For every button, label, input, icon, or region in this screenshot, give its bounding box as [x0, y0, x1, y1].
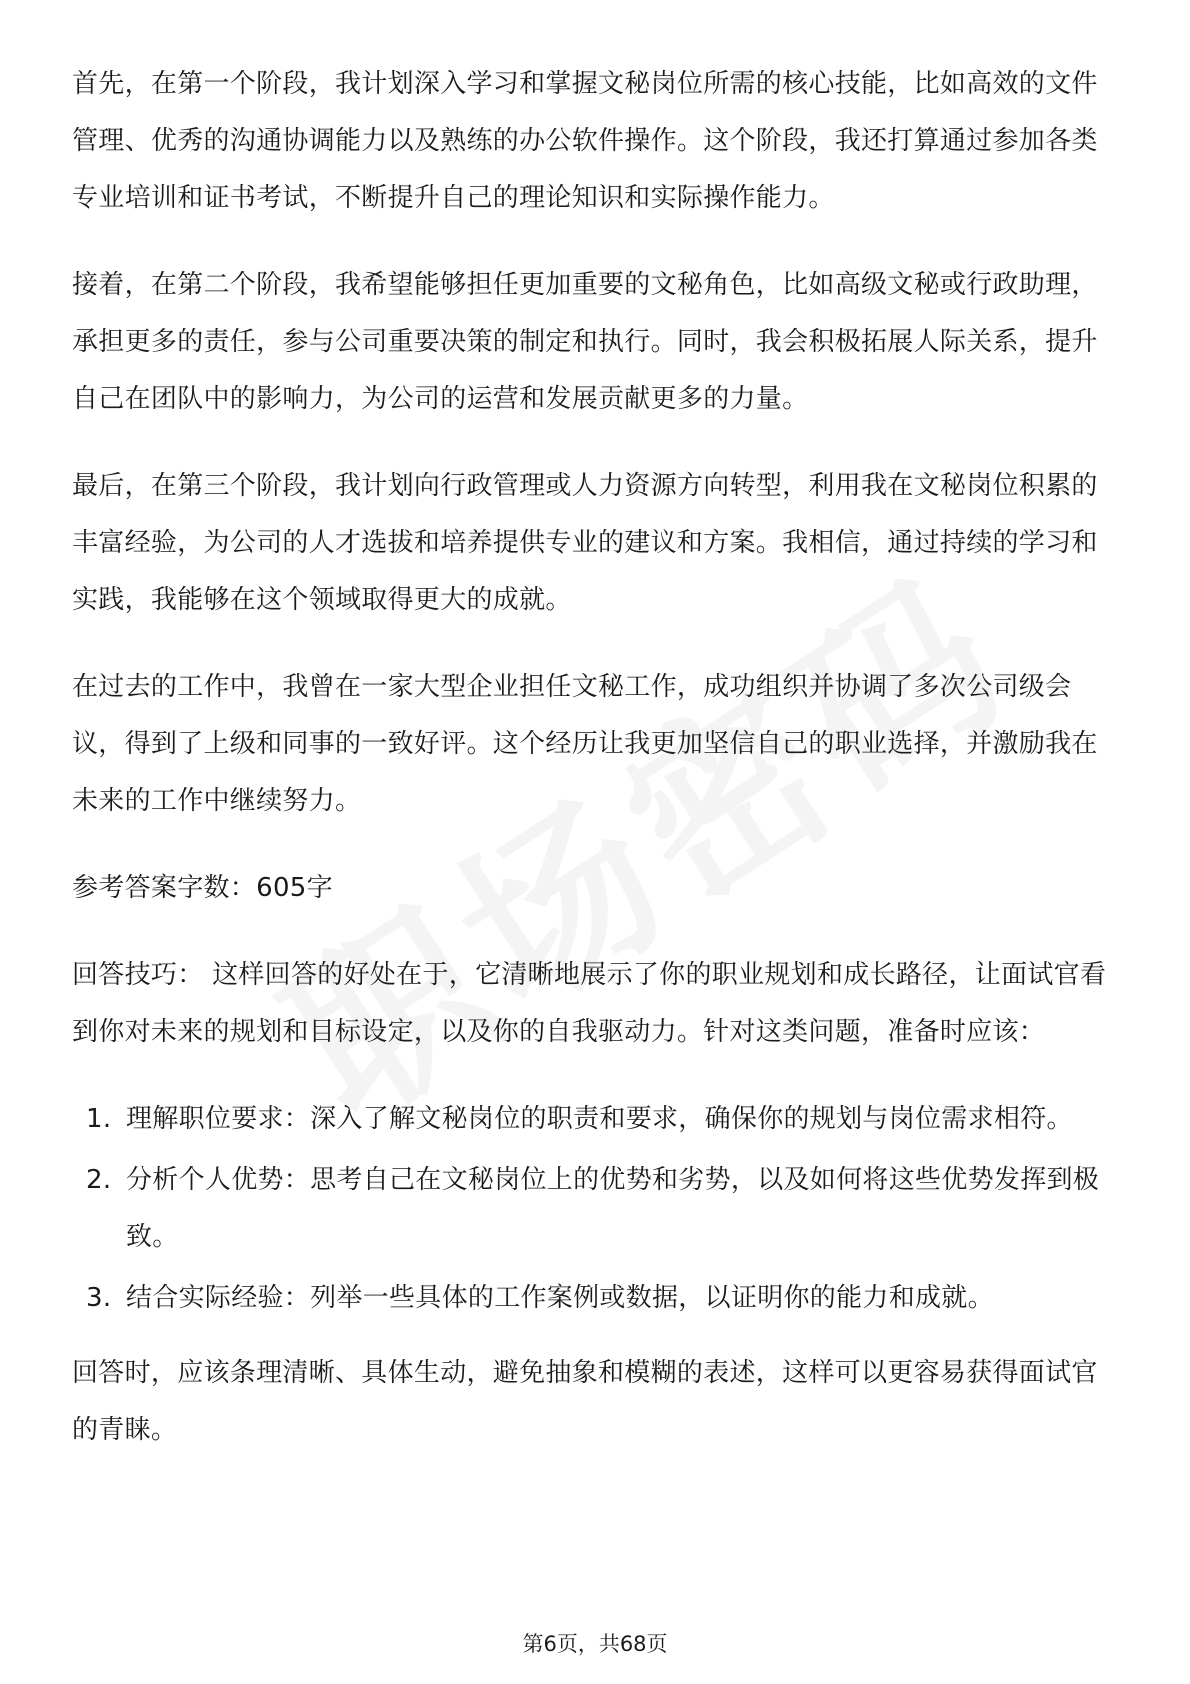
- paragraph-stage-one: 首先，在第一个阶段，我计划深入学习和掌握文秘岗位所需的核心技能，比如高效的文件管理、优秀的沟通协调能力以及熟练的办公软件操作。这个阶段，我还打算通过参加各类专业培训和证书考试，不断提升自己的理论知识和实际操作能力。: [72, 69, 1098, 213]
- paragraph-stage-two: 接着，在第二个阶段，我希望能够担任更加重要的文秘角色，比如高级文秘或行政助理，承担更多的责任，参与公司重要决策的制定和执行。同时，我会积极拓展人际关系，提升自己在团队中的影响力，为公司的运营和发展贡献更多的力量。: [72, 270, 1098, 414]
- closing-paragraph: 回答时，应该条理清晰、具体生动，避免抽象和模糊的表述，这样可以更容易获得面试官的青睐。: [72, 1358, 1098, 1445]
- list-item: [72, 1152, 1122, 1266]
- list-item: [72, 1270, 1122, 1327]
- paragraph-stage-three: 最后，在第三个阶段，我计划向行政管理或人力资源方向转型，利用我在文秘岗位积累的丰富经验，为公司的人才选拔和培养提供专业的建议和方案。我相信，通过持续的学习和实践，我能够在这个领域取得更大的成就。: [72, 471, 1098, 615]
- list-item-number: 2.: [86, 1165, 112, 1195]
- answer-word-count: 参考答案字数：605字: [72, 873, 333, 903]
- page-number-footer: 第6页，共68页: [522, 1632, 668, 1656]
- list-item-number: 3.: [86, 1283, 112, 1313]
- document-body: [72, 56, 1122, 1489]
- list-item-text: 理解职位要求：深入了解文秘岗位的职责和要求，确保你的规划与岗位需求相符。: [126, 1104, 1073, 1134]
- list-item-text: 结合实际经验：列举一些具体的工作案例或数据，以证明你的能力和成就。: [126, 1283, 994, 1313]
- list-item-text: 分析个人优势：思考自己在文秘岗位上的优势和劣势，以及如何将这些优势发挥到极致。: [126, 1165, 1100, 1252]
- tips-list: [72, 1091, 1122, 1327]
- list-item: [72, 1091, 1122, 1148]
- tips-intro: 回答技巧： 这样回答的好处在于，它清晰地展示了你的职业规划和成长路径，让面试官看到你对未来的规划和目标设定，以及你的自我驱动力。针对这类问题，准备时应该：: [72, 960, 1107, 1047]
- paragraph-past-experience: 在过去的工作中，我曾在一家大型企业担任文秘工作，成功组织并协调了多次公司级会议，得到了上级和同事的一致好评。这个经历让我更加坚信自己的职业选择，并激励我在未来的工作中继续努力。: [72, 672, 1098, 816]
- list-item-number: 1.: [86, 1104, 112, 1134]
